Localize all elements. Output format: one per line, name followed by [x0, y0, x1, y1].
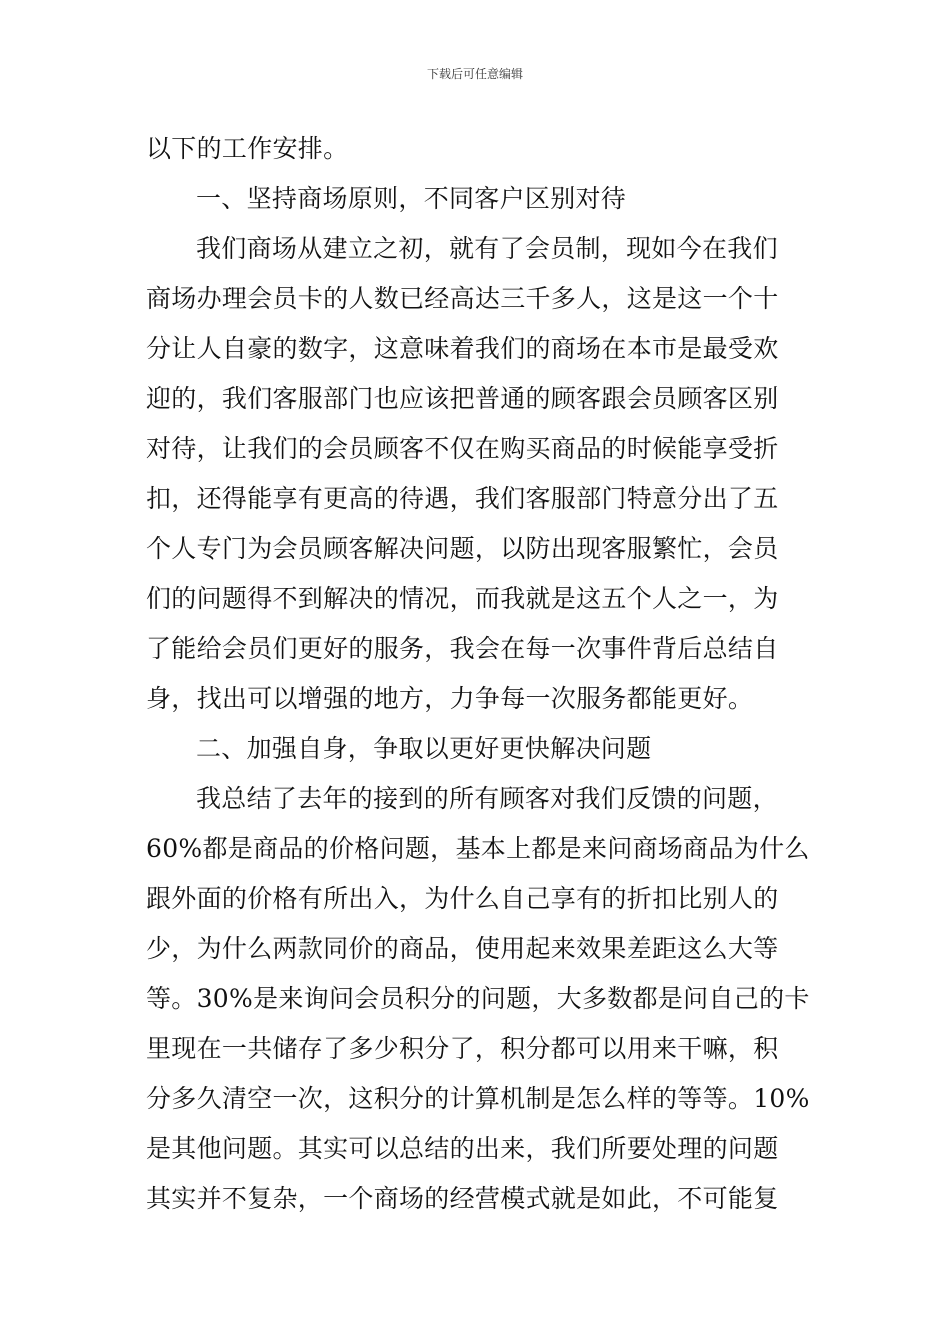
text-line: 迎的，我们客服部门也应该把普通的顾客跟会员顾客区别 — [146, 384, 779, 413]
text-line: 商场办理会员卡的人数已经高达三千多人，这是这一个十 — [146, 284, 779, 313]
text-line: 等。30%是来询问会员积分的问题，大多数都是问自己的卡 — [146, 984, 810, 1013]
text-line: 扣，还得能享有更高的待遇，我们客服部门特意分出了五 — [146, 484, 779, 513]
section-heading-1: 一、坚持商场原则，不同客户区别对待 — [196, 184, 627, 213]
text-line: 了能给会员们更好的服务，我会在每一次事件背后总结自 — [146, 634, 779, 663]
text-line: 跟外面的价格有所出入，为什么自己享有的折扣比别人的 — [146, 884, 779, 913]
text-line: 60%都是商品的价格问题，基本上都是来问商场商品为什么 — [146, 834, 810, 863]
text-line: 以下的工作安排。 — [146, 134, 349, 163]
section-heading-2: 二、加强自身，争取以更好更快解决问题 — [196, 734, 652, 763]
text-line: 分让人自豪的数字，这意味着我们的商场在本市是最受欢 — [146, 334, 779, 363]
paragraph-start: 我们商场从建立之初，就有了会员制，现如今在我们 — [196, 234, 778, 263]
text-line: 个人专门为会员顾客解决问题，以防出现客服繁忙，会员 — [146, 534, 779, 563]
text-line: 里现在一共储存了多少积分了，积分都可以用来干嘛，积 — [146, 1034, 779, 1063]
text-line: 是其他问题。其实可以总结的出来，我们所要处理的问题 — [146, 1134, 779, 1163]
text-line: 分多久清空一次，这积分的计算机制是怎么样的等等。10% — [146, 1084, 810, 1113]
paragraph-start: 我总结了去年的接到的所有顾客对我们反馈的问题， — [196, 784, 778, 813]
text-line: 少，为什么两款同价的商品，使用起来效果差距这么大等 — [146, 934, 779, 963]
text-line: 身，找出可以增强的地方，力争每一次服务都能更好。 — [146, 684, 754, 713]
document-body — [146, 124, 826, 1224]
page-header: 下载后可任意编辑 — [426, 67, 523, 81]
text-line: 对待，让我们的会员顾客不仅在购买商品的时候能享受折 — [146, 434, 779, 463]
text-line: 其实并不复杂，一个商场的经营模式就是如此，不可能复 — [146, 1184, 779, 1213]
text-line: 们的问题得不到解决的情况，而我就是这五个人之一，为 — [146, 584, 779, 613]
